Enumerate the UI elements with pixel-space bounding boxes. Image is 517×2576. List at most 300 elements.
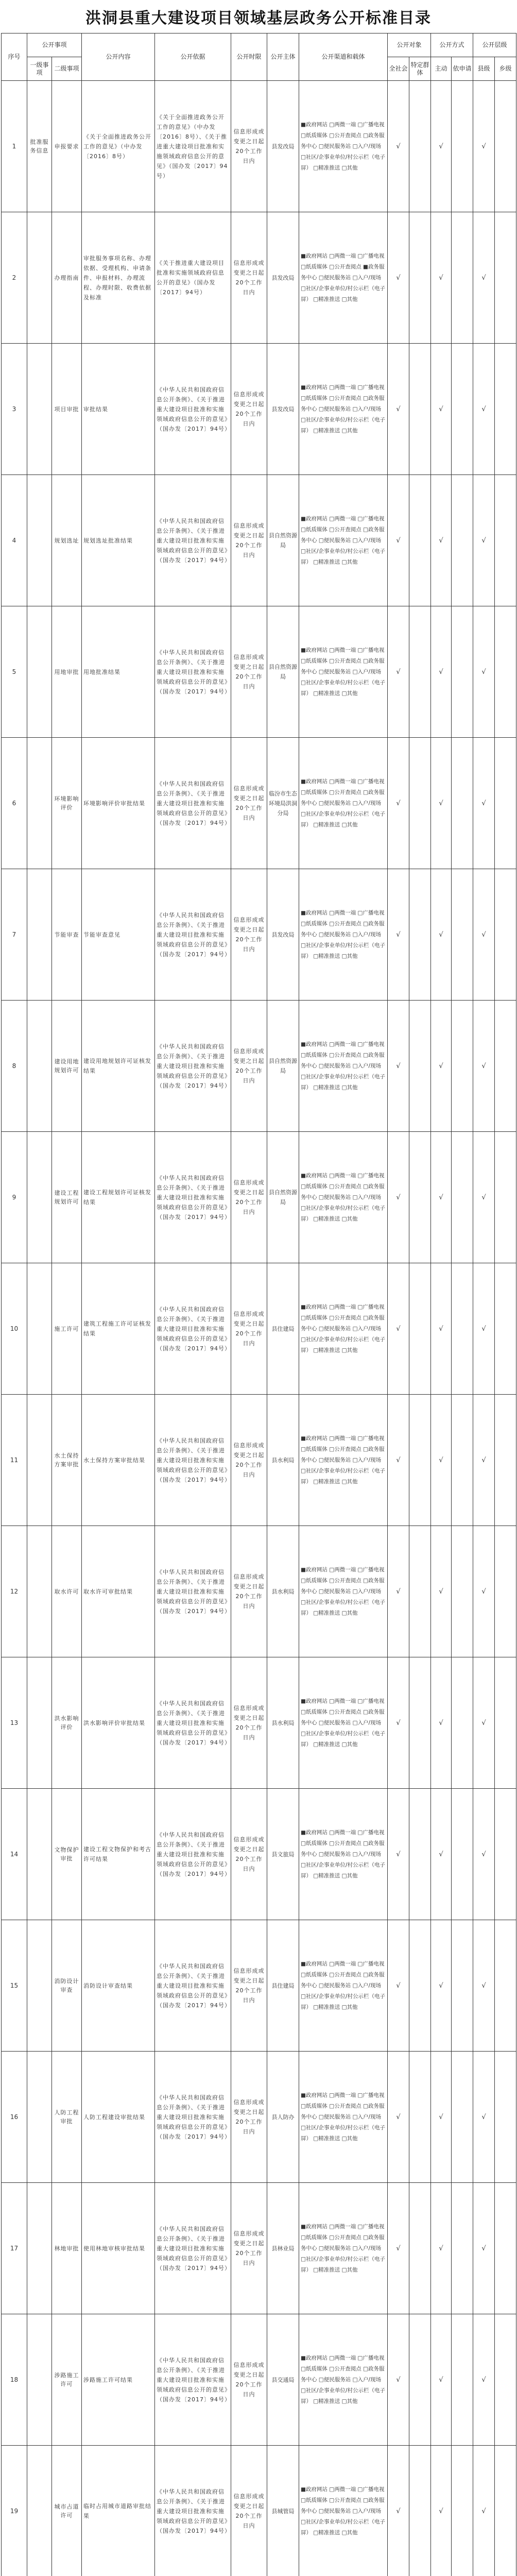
row-town	[495, 1789, 516, 1920]
row-channel: ■政府网站 □两微一端 □广播电视 □纸质媒体 □公开查阅点 □政务服务中心 □便民服务站 □入户/现场 □社区/企事业单位/村公示栏（电子屏） □精准推送 □其他	[299, 2314, 388, 2446]
row-county: √	[473, 475, 495, 606]
row-obj-spec	[409, 212, 431, 344]
table-row	[2, 2446, 516, 2576]
header-object: 公开对象	[388, 33, 431, 57]
row-level2: 申报要求	[52, 81, 82, 212]
row-channel: ■政府网站 □两微一端 □广播电视 □纸质媒体 □公开查阅点 ■政务服务中心 □便民服务站 □入户/现场 □社区/企事业单位/村公示栏（电子屏） □精准推送 □其他	[299, 212, 388, 344]
row-obj-spec	[409, 606, 431, 738]
row-request	[452, 1001, 473, 1132]
row-channel: ■政府网站 □两微一端 □广播电视 □纸质媒体 □公开查阅点 □政务服务中心 □便民服务站 □入户/现场 □社区/企事业单位/村公示栏（电子屏） □精准推送 □其他	[299, 1001, 388, 1132]
row-active: √	[431, 869, 452, 1001]
header-obj-all: 全社会	[388, 57, 409, 81]
row-county: √	[473, 1526, 495, 1657]
page-title: 洪洞县重大建设项目领域基层政务公开标准目录	[85, 9, 432, 27]
row-county: √	[473, 1789, 495, 1920]
header-town: 乡级	[495, 57, 516, 81]
row-active: √	[431, 2052, 452, 2183]
row-basis: 《中华人民共和国政府信息公开条例》、《关于推进重大建设项目批准和实施领域政府信息公开的意见》（国办发〔2017〕94号）	[155, 2052, 231, 2183]
row-obj-all: √	[388, 1001, 409, 1132]
row-subject: 县发改局	[267, 869, 299, 1001]
row-content: 消防设计审查结果	[82, 1920, 155, 2052]
table-header	[2, 33, 516, 81]
row-town	[495, 475, 516, 606]
row-town	[495, 1263, 516, 1395]
header-seq: 序号	[2, 33, 27, 81]
row-period: 信息形成或变更之日起20个工作日内	[231, 2052, 267, 2183]
row-seq: 11	[2, 1395, 27, 1526]
row-county: √	[473, 1657, 495, 1789]
row-seq: 14	[2, 1789, 27, 1920]
row-level1	[27, 1920, 52, 2052]
row-obj-spec	[409, 1657, 431, 1789]
row-content: 审批结果	[82, 344, 155, 475]
row-active: √	[431, 1263, 452, 1395]
table-row	[2, 1526, 516, 1657]
row-level2: 办理指南	[52, 212, 82, 344]
row-active: √	[431, 344, 452, 475]
header-subject: 公开主体	[267, 33, 299, 81]
row-channel: ■政府网站 □两微一端 □广播电视 □纸质媒体 □公开查阅点 □政务服务中心 □便民服务站 □入户/现场 □社区/企事业单位/村公示栏（电子屏） □精准推送 □其他	[299, 1263, 388, 1395]
row-county: √	[473, 1132, 495, 1263]
row-basis: 《中华人民共和国政府信息公开条例》、《关于推进重大建设项目批准和实施领域政府信息公开的意见》（国办发〔2017〕94号）	[155, 1526, 231, 1657]
row-level1	[27, 1132, 52, 1263]
row-content: 水土保持方案审批结果	[82, 1395, 155, 1526]
row-seq: 13	[2, 1657, 27, 1789]
row-level2: 洪水影响评价	[52, 1657, 82, 1789]
table-row	[2, 606, 516, 738]
row-request	[452, 2446, 473, 2576]
row-basis: 《中华人民共和国政府信息公开条例》、《关于推进重大建设项目批准和实施领域政府信息公开的意见》（国办发〔2017〕94号）	[155, 2446, 231, 2576]
row-request	[452, 212, 473, 344]
table-row	[2, 1263, 516, 1395]
row-seq: 7	[2, 869, 27, 1001]
row-obj-spec	[409, 2314, 431, 2446]
row-request	[452, 1526, 473, 1657]
row-level2: 取水许可	[52, 1526, 82, 1657]
row-subject: 县水利局	[267, 1395, 299, 1526]
row-request	[452, 475, 473, 606]
row-town	[495, 2446, 516, 2576]
row-subject: 县人防办	[267, 2052, 299, 2183]
row-channel: ■政府网站 □两微一端 □广播电视 □纸质媒体 □公开查阅点 □政务服务中心 □便民服务站 □入户/现场 □社区/企事业单位/村公示栏（电子屏） □精准推送 □其他	[299, 1395, 388, 1526]
row-obj-all: √	[388, 1395, 409, 1526]
row-obj-spec	[409, 1001, 431, 1132]
row-obj-all: √	[388, 212, 409, 344]
row-active: √	[431, 1132, 452, 1263]
row-obj-spec	[409, 475, 431, 606]
row-obj-spec	[409, 738, 431, 869]
row-county: √	[473, 2314, 495, 2446]
row-town	[495, 606, 516, 738]
row-county: √	[473, 212, 495, 344]
row-channel: ■政府网站 □两微一端 □广播电视 □纸质媒体 □公开查阅点 □政务服务中心 □便民服务站 □入户/现场 □社区/企事业单位/村公示栏（电子屏） □精准推送 □其他	[299, 1789, 388, 1920]
row-town	[495, 344, 516, 475]
row-level1	[27, 606, 52, 738]
row-content: 规划选址批准结果	[82, 475, 155, 606]
table-row	[2, 2314, 516, 2446]
row-town	[495, 2314, 516, 2446]
row-channel: ■政府网站 □两微一端 □广播电视 □纸质媒体 □公开查阅点 □政务服务中心 □便民服务站 □入户/现场 □社区/企事业单位/村公示栏（电子屏） □精准推送 □其他	[299, 1657, 388, 1789]
row-town	[495, 81, 516, 212]
row-request	[452, 2052, 473, 2183]
header-level2: 二级事项	[52, 57, 82, 81]
row-level1	[27, 212, 52, 344]
row-channel: ■政府网站 □两微一端 □广播电视 □纸质媒体 □公开查阅点 □政务服务中心 □便民服务站 □入户/现场 □社区/企事业单位/村公示栏（电子屏） □精准推送 □其他	[299, 344, 388, 475]
row-request	[452, 2314, 473, 2446]
row-period: 信息形成或变更之日起20个工作日内	[231, 2314, 267, 2446]
row-obj-all: √	[388, 1263, 409, 1395]
row-active: √	[431, 81, 452, 212]
row-request	[452, 869, 473, 1001]
row-level1	[27, 1657, 52, 1789]
table-row	[2, 738, 516, 869]
row-level1	[27, 475, 52, 606]
row-basis: 《中华人民共和国政府信息公开条例》、《关于推进重大建设项目批准和实施领域政府信息公开的意见》（国办发〔2017〕94号）	[155, 1920, 231, 2052]
row-level1	[27, 738, 52, 869]
row-content: 建设用地规划许可证核发结果	[82, 1001, 155, 1132]
header-channel: 公开渠道和载体	[299, 33, 388, 81]
row-active: √	[431, 212, 452, 344]
row-period: 信息形成或变更之日起20个工作日内	[231, 1526, 267, 1657]
row-period: 信息形成或变更之日起20个工作日内	[231, 1001, 267, 1132]
row-obj-all: √	[388, 2183, 409, 2314]
row-content: 使用林地审核审批结果	[82, 2183, 155, 2314]
row-basis: 《中华人民共和国政府信息公开条例》、《关于推进重大建设项目批准和实施领域政府信息公开的意见》（国办发〔2017〕94号）	[155, 1132, 231, 1263]
row-level2: 环境影响评价	[52, 738, 82, 869]
row-seq: 2	[2, 212, 27, 344]
row-period: 信息形成或变更之日起20个工作日内	[231, 738, 267, 869]
header-obj-spec: 特定群体	[409, 57, 431, 81]
row-subject: 县林业局	[267, 2183, 299, 2314]
row-subject: 县水利局	[267, 1526, 299, 1657]
row-level1	[27, 1526, 52, 1657]
row-subject: 临汾市生态环境局洪洞分局	[267, 738, 299, 869]
row-active: √	[431, 475, 452, 606]
row-level1	[27, 344, 52, 475]
row-seq: 19	[2, 2446, 27, 2576]
row-channel: ■政府网站 □两微一端 □广播电视 □纸质媒体 □公开查阅点 □政务服务中心 □便民服务站 □入户/现场 □社区/企事业单位/村公示栏（电子屏） □精准推送 □其他	[299, 738, 388, 869]
row-seq: 4	[2, 475, 27, 606]
row-county: √	[473, 2446, 495, 2576]
row-obj-all: √	[388, 344, 409, 475]
row-obj-spec	[409, 869, 431, 1001]
row-active: √	[431, 1001, 452, 1132]
row-level2: 节能审查	[52, 869, 82, 1001]
table-row	[2, 1657, 516, 1789]
row-basis: 《中华人民共和国政府信息公开条例》、《关于推进重大建设项目批准和实施领域政府信息公开的意见》（国办发〔2017〕94号）	[155, 1789, 231, 1920]
table-row	[2, 2052, 516, 2183]
row-obj-all: √	[388, 1657, 409, 1789]
row-county: √	[473, 2052, 495, 2183]
row-basis: 《关于推进重大建设项目批准和实施领域政府信息公开的意见》（国办发〔2017〕94号）	[155, 212, 231, 344]
row-active: √	[431, 2314, 452, 2446]
row-obj-all: √	[388, 475, 409, 606]
row-town	[495, 738, 516, 869]
row-level1	[27, 1395, 52, 1526]
row-obj-all: √	[388, 1789, 409, 1920]
row-content: 取水许可审批结果	[82, 1526, 155, 1657]
row-request	[452, 1789, 473, 1920]
row-town	[495, 2183, 516, 2314]
row-channel: ■政府网站 □两微一端 □广播电视 □纸质媒体 □公开查阅点 □政务服务中心 □便民服务站 □入户/现场 □社区/企事业单位/村公示栏（电子屏） □精准推送 □其他	[299, 869, 388, 1001]
row-request	[452, 738, 473, 869]
row-county: √	[473, 1001, 495, 1132]
table-row	[2, 1789, 516, 1920]
row-period: 信息形成或变更之日起20个工作日内	[231, 2446, 267, 2576]
row-seq: 8	[2, 1001, 27, 1132]
row-county: √	[473, 1395, 495, 1526]
header-content: 公开内容	[82, 33, 155, 81]
row-level2: 人防工程审批	[52, 2052, 82, 2183]
row-basis: 《中华人民共和国政府信息公开条例》、《关于推进重大建设项目批准和实施领域政府信息公开的意见》（国办发〔2017〕94号）	[155, 606, 231, 738]
row-level2: 消防设计审查	[52, 1920, 82, 2052]
row-obj-all: √	[388, 738, 409, 869]
row-period: 信息形成或变更之日起20个工作日内	[231, 1395, 267, 1526]
row-obj-all: √	[388, 1920, 409, 2052]
row-channel: ■政府网站 □两微一端 □广播电视 □纸质媒体 □公开查阅点 □政务服务中心 □便民服务站 □入户/现场 □社区/企事业单位/村公示栏（电子屏） □精准推送 □其他	[299, 2446, 388, 2576]
row-request	[452, 1395, 473, 1526]
row-period: 信息形成或变更之日起20个工作日内	[231, 2183, 267, 2314]
row-town	[495, 1920, 516, 2052]
table-row	[2, 869, 516, 1001]
row-active: √	[431, 738, 452, 869]
row-period: 信息形成或变更之日起20个工作日内	[231, 344, 267, 475]
row-active: √	[431, 1789, 452, 1920]
row-town	[495, 869, 516, 1001]
row-town	[495, 1526, 516, 1657]
header-period: 公开时限	[231, 33, 267, 81]
row-level1	[27, 1263, 52, 1395]
row-county: √	[473, 869, 495, 1001]
row-period: 信息形成或变更之日起20个工作日内	[231, 475, 267, 606]
row-content: 用地批准结果	[82, 606, 155, 738]
row-subject: 县水利局	[267, 1657, 299, 1789]
row-town	[495, 212, 516, 344]
row-county: √	[473, 606, 495, 738]
row-obj-spec	[409, 344, 431, 475]
row-level2: 文物保护审批	[52, 1789, 82, 1920]
table-row	[2, 1395, 516, 1526]
row-content: 涉路施工许可结果	[82, 2314, 155, 2446]
row-level2: 项目审批	[52, 344, 82, 475]
row-channel: ■政府网站 □两微一端 □广播电视 □纸质媒体 □公开查阅点 □政务服务中心 □便民服务站 □入户/现场 □社区/企事业单位/村公示栏（电子屏） □精准推送 □其他	[299, 2183, 388, 2314]
table-body	[2, 81, 516, 2576]
row-subject: 县城管局	[267, 2446, 299, 2576]
header-level1: 一级事项	[27, 57, 52, 81]
row-subject: 县自然资源局	[267, 1001, 299, 1132]
row-seq: 6	[2, 738, 27, 869]
row-subject: 县交通局	[267, 2314, 299, 2446]
header-tier: 公开层级	[473, 33, 516, 57]
row-subject: 县住建局	[267, 1920, 299, 2052]
row-request	[452, 1657, 473, 1789]
row-town	[495, 1001, 516, 1132]
header-basis: 公开依据	[155, 33, 231, 81]
header-county: 县级	[473, 57, 495, 81]
row-level1	[27, 869, 52, 1001]
row-level2: 涉路施工许可	[52, 2314, 82, 2446]
row-subject: 县文旅局	[267, 1789, 299, 1920]
row-channel: ■政府网站 □两微一端 □广播电视 □纸质媒体 □公开查阅点 □政务服务中心 □便民服务站 □入户/现场 □社区/企事业单位/村公示栏（电子屏） □精准推送 □其他	[299, 475, 388, 606]
row-level1	[27, 2052, 52, 2183]
row-active: √	[431, 2183, 452, 2314]
row-request	[452, 81, 473, 212]
row-basis: 《中华人民共和国政府信息公开条例》、《关于推进重大建设项目批准和实施领域政府信息公开的意见》（国办发〔2017〕94号）	[155, 2183, 231, 2314]
row-basis: 《中华人民共和国政府信息公开条例》、《关于推进重大建设项目批准和实施领域政府信息公开的意见》（国办发〔2017〕94号）	[155, 1263, 231, 1395]
row-seq: 9	[2, 1132, 27, 1263]
row-level2: 水土保持方案审批	[52, 1395, 82, 1526]
row-content: 人防工程建设审批结果	[82, 2052, 155, 2183]
row-obj-spec	[409, 2446, 431, 2576]
row-level1	[27, 1001, 52, 1132]
row-basis: 《中华人民共和国政府信息公开条例》、《关于推进重大建设项目批准和实施领域政府信息公开的意见》（国办发〔2017〕94号）	[155, 2314, 231, 2446]
row-active: √	[431, 1920, 452, 2052]
row-channel: ■政府网站 □两微一端 □广播电视 □纸质媒体 □公开查阅点 □政务服务中心 □便民服务站 □入户/现场 □社区/企事业单位/村公示栏（电子屏） □精准推送 □其他	[299, 1920, 388, 2052]
row-period: 信息形成或变更之日起20个工作日内	[231, 869, 267, 1001]
row-county: √	[473, 81, 495, 212]
row-obj-all: √	[388, 2052, 409, 2183]
row-obj-spec	[409, 1920, 431, 2052]
row-request	[452, 344, 473, 475]
row-basis: 《中华人民共和国政府信息公开条例》、《关于推进重大建设项目批准和实施领域政府信息公开的意见》（国办发〔2017〕94号）	[155, 869, 231, 1001]
row-content: 建筑工程施工许可证核发结果	[82, 1263, 155, 1395]
row-content: 环境影响评价审批结果	[82, 738, 155, 869]
row-obj-spec	[409, 2183, 431, 2314]
row-basis: 《关于全面推进政务公开工作的意见》（中办发〔2016〕8号）、《关于推进重大建设项目批准和实施领域政府信息公开的意见》（国办发〔2017〕94号）	[155, 81, 231, 212]
row-content: 《关于全面推进政务公开工作的意见》（中办发〔2016〕8号）	[82, 81, 155, 212]
row-seq: 5	[2, 606, 27, 738]
row-obj-all: √	[388, 1526, 409, 1657]
row-seq: 10	[2, 1263, 27, 1395]
row-content: 审批服务事项名称、办理依据、受理机构、申请条件、申报材料、办理流程、办理时限、收费依据及标准	[82, 212, 155, 344]
row-channel: ■政府网站 □两微一端 □广播电视 □纸质媒体 □公开查阅点 □政务服务中心 □便民服务站 □入户/现场 □社区/企事业单位/村公示栏（电子屏） □精准推送 □其他	[299, 81, 388, 212]
row-level2: 城市占道许可	[52, 2446, 82, 2576]
row-level2: 建设工程规划许可	[52, 1132, 82, 1263]
row-basis: 《中华人民共和国政府信息公开条例》、《关于推进重大建设项目批准和实施领域政府信息公开的意见》（国办发〔2017〕94号）	[155, 1657, 231, 1789]
row-obj-spec	[409, 1263, 431, 1395]
catalog-table	[1, 33, 516, 2576]
row-county: √	[473, 2183, 495, 2314]
row-content: 节能审查意见	[82, 869, 155, 1001]
row-period: 信息形成或变更之日起20个工作日内	[231, 1263, 267, 1395]
row-period: 信息形成或变更之日起20个工作日内	[231, 1132, 267, 1263]
row-subject: 县发改局	[267, 344, 299, 475]
row-obj-all: √	[388, 81, 409, 212]
row-obj-spec	[409, 2052, 431, 2183]
row-period: 信息形成或变更之日起20个工作日内	[231, 1920, 267, 2052]
row-level2: 规划选址	[52, 475, 82, 606]
row-active: √	[431, 1395, 452, 1526]
row-subject: 县自然资源局	[267, 1132, 299, 1263]
row-request	[452, 2183, 473, 2314]
row-basis: 《中华人民共和国政府信息公开条例》、《关于推进重大建设项目批准和实施领域政府信息公开的意见》（国办发〔2017〕94号）	[155, 1001, 231, 1132]
row-request	[452, 1920, 473, 2052]
row-level1	[27, 2446, 52, 2576]
row-period: 信息形成或变更之日起20个工作日内	[231, 212, 267, 344]
row-obj-all: √	[388, 2446, 409, 2576]
row-seq: 3	[2, 344, 27, 475]
header-request: 依申请	[452, 57, 473, 81]
header-method: 公开方式	[431, 33, 473, 57]
table-row	[2, 81, 516, 212]
row-basis: 《中华人民共和国政府信息公开条例》、《关于推进重大建设项目批准和实施领域政府信息公开的意见》（国办发〔2017〕94号）	[155, 475, 231, 606]
row-channel: ■政府网站 □两微一端 □广播电视 □纸质媒体 □公开查阅点 □政务服务中心 □便民服务站 □入户/现场 □社区/企事业单位/村公示栏（电子屏） □精准推送 □其他	[299, 1132, 388, 1263]
table-row	[2, 1132, 516, 1263]
row-active: √	[431, 606, 452, 738]
row-active: √	[431, 1657, 452, 1789]
table-row	[2, 344, 516, 475]
row-period: 信息形成或变更之日起20个工作日内	[231, 606, 267, 738]
row-obj-spec	[409, 81, 431, 212]
row-seq: 15	[2, 1920, 27, 2052]
table-row	[2, 212, 516, 344]
row-county: √	[473, 1920, 495, 2052]
row-level2: 用地审批	[52, 606, 82, 738]
row-basis: 《中华人民共和国政府信息公开条例》、《关于推进重大建设项目批准和实施领域政府信息公开的意见》（国办发〔2017〕94号）	[155, 738, 231, 869]
row-level1	[27, 1789, 52, 1920]
row-town	[495, 1132, 516, 1263]
row-content: 洪水影响评价审批结果	[82, 1657, 155, 1789]
row-obj-spec	[409, 1132, 431, 1263]
row-subject: 县发改局	[267, 81, 299, 212]
row-level1	[27, 2183, 52, 2314]
row-obj-spec	[409, 1395, 431, 1526]
row-active: √	[431, 1526, 452, 1657]
row-obj-all: √	[388, 1132, 409, 1263]
row-seq: 1	[2, 81, 27, 212]
row-seq: 12	[2, 1526, 27, 1657]
row-content: 临时占用城市道路审批结果	[82, 2446, 155, 2576]
row-county: √	[473, 1263, 495, 1395]
row-basis: 《中华人民共和国政府信息公开条例》、《关于推进重大建设项目批准和实施领域政府信息公开的意见》（国办发〔2017〕94号）	[155, 344, 231, 475]
row-obj-spec	[409, 1526, 431, 1657]
row-obj-spec	[409, 1789, 431, 1920]
row-request	[452, 1132, 473, 1263]
row-level2: 林地审批	[52, 2183, 82, 2314]
table-row	[2, 2183, 516, 2314]
row-content: 建设工程规划许可证核发结果	[82, 1132, 155, 1263]
row-period: 信息形成或变更之日起20个工作日内	[231, 81, 267, 212]
row-seq: 16	[2, 2052, 27, 2183]
row-channel: ■政府网站 □两微一端 □广播电视 □纸质媒体 □公开查阅点 □政务服务中心 □便民服务站 □入户/现场 □社区/企事业单位/村公示栏（电子屏） □精准推送 □其他	[299, 1526, 388, 1657]
row-seq: 18	[2, 2314, 27, 2446]
row-period: 信息形成或变更之日起20个工作日内	[231, 1657, 267, 1789]
row-subject: 县住建局	[267, 1263, 299, 1395]
row-active: √	[431, 2446, 452, 2576]
row-county: √	[473, 738, 495, 869]
row-subject: 县发改局	[267, 212, 299, 344]
row-level1: 批准服务信息	[27, 81, 52, 212]
header-matter: 公开事项	[27, 33, 82, 57]
row-content: 建设工程文物保护和考古许可结果	[82, 1789, 155, 1920]
row-request	[452, 1263, 473, 1395]
row-channel: ■政府网站 □两微一端 □广播电视 □纸质媒体 □公开查阅点 □政务服务中心 □便民服务站 □入户/现场 □社区/企事业单位/村公示栏（电子屏） □精准推送 □其他	[299, 606, 388, 738]
header-active: 主动	[431, 57, 452, 81]
row-obj-all: √	[388, 2314, 409, 2446]
row-town	[495, 1395, 516, 1526]
row-level2: 建设用地规划许可	[52, 1001, 82, 1132]
row-level2: 施工许可	[52, 1263, 82, 1395]
row-seq: 17	[2, 2183, 27, 2314]
row-obj-all: √	[388, 606, 409, 738]
row-obj-all: √	[388, 869, 409, 1001]
row-basis: 《中华人民共和国政府信息公开条例》、《关于推进重大建设项目批准和实施领域政府信息公开的意见》（国办发〔2017〕94号）	[155, 1395, 231, 1526]
row-period: 信息形成或变更之日起20个工作日内	[231, 1789, 267, 1920]
table-row	[2, 1001, 516, 1132]
table-row	[2, 1920, 516, 2052]
row-request	[452, 606, 473, 738]
row-level1	[27, 2314, 52, 2446]
